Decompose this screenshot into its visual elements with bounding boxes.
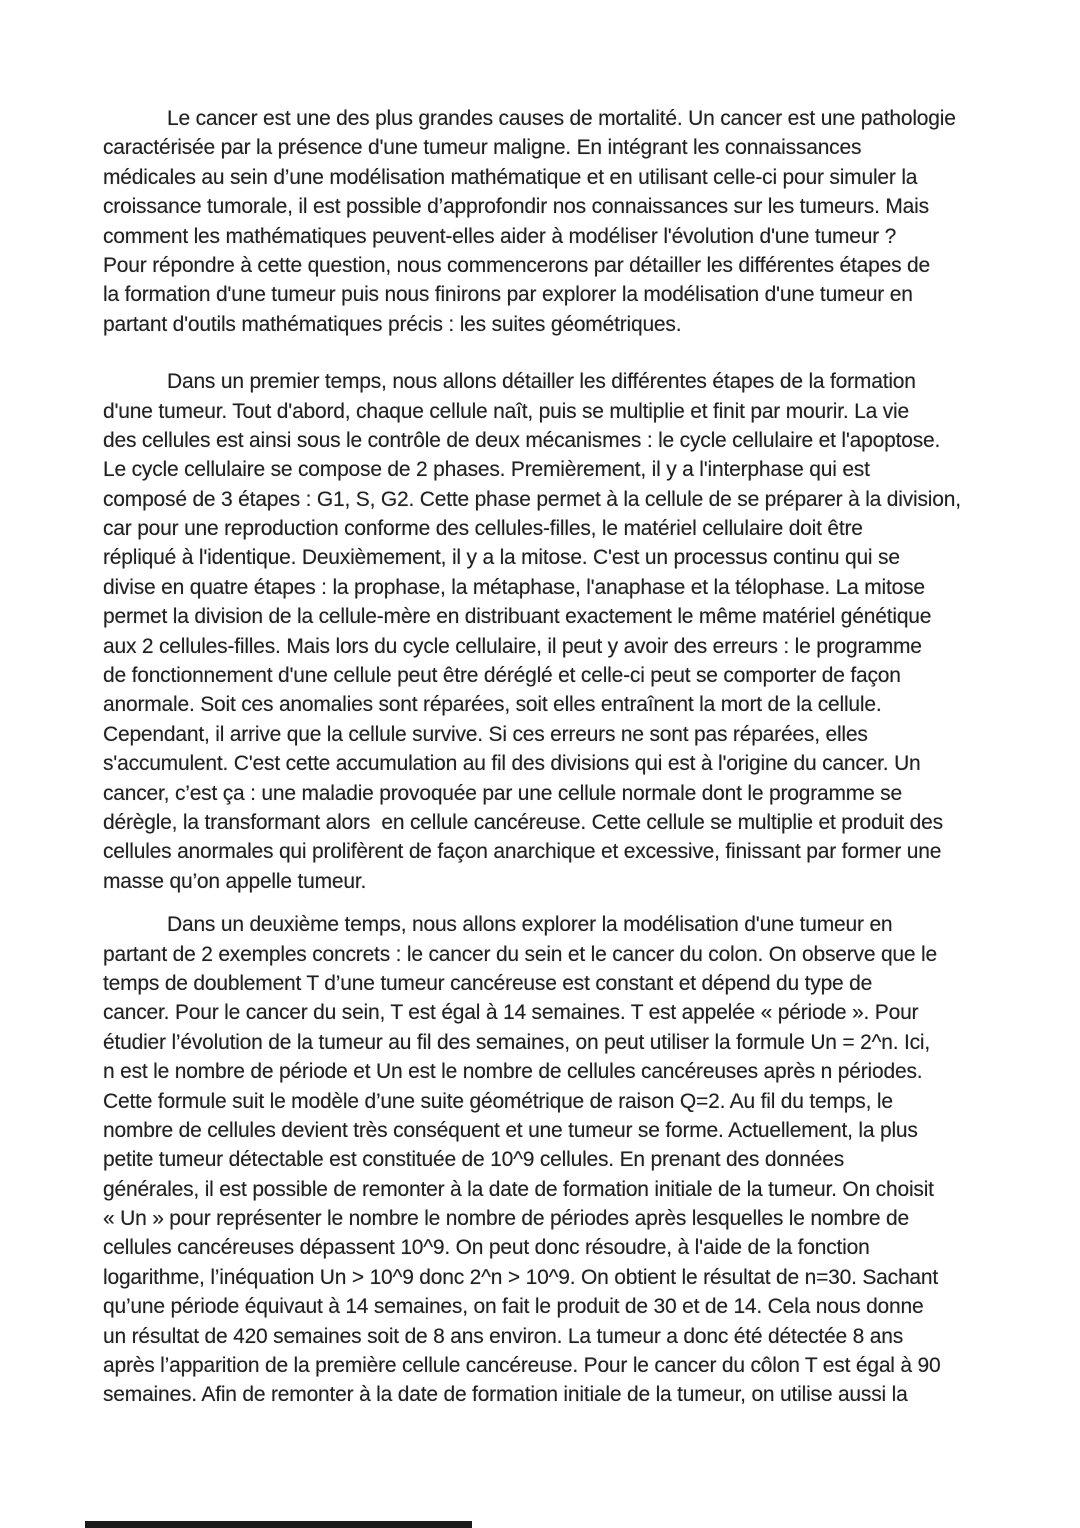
text-line: partant d'outils mathématiques précis : les suites géométriques. <box>103 312 682 336</box>
text-line: car pour une reproduction conforme des cellules-filles, le matériel cellulaire doit être <box>103 517 863 541</box>
paragraph <box>103 367 1008 896</box>
text-line: répliqué à l'identique. Deuxièmement, il y a la mitose. C'est un processus continu qui se <box>103 546 900 570</box>
text-line: divise en quatre étapes : la prophase, la métaphase, l'anaphase et la télophase. La mitose <box>103 575 925 599</box>
text-line: semaines. Afin de remonter à la date de formation initiale de la tumeur, on utilise aussi la <box>103 1383 908 1407</box>
text-line: nombre de cellules devient très conséquent et une tumeur se forme. Actuellement, la plus <box>103 1118 918 1142</box>
text-line: la formation d'une tumeur puis nous finirons par explorer la modélisation d'une tumeur en <box>103 283 913 307</box>
text-line: cancer, c’est ça : une maladie provoquée par une cellule normale dont le programme se <box>103 781 902 805</box>
text-line: étudier l’évolution de la tumeur au fil des semaines, on peut utiliser la formule Un = 2^n. Ici, <box>103 1030 931 1054</box>
text-line: de fonctionnement d'une cellule peut être déréglé et celle-ci peut se comporter de façon <box>103 664 901 688</box>
text-line: partant de 2 exemples concrets : le cancer du sein et le cancer du colon. On observe que le <box>103 942 937 966</box>
clipped-text-line-artifact <box>85 1521 472 1528</box>
text-line: dérègle, la transformant alors en cellule cancéreuse. Cette cellule se multiplie et produit des <box>103 810 943 834</box>
text-line: cancer. Pour le cancer du sein, T est égal à 14 semaines. T est appelée « période ». Pour <box>103 1001 919 1025</box>
text-line: caractérisée par la présence d'une tumeur maligne. En intégrant les connaissances <box>103 136 862 160</box>
text-line: anormale. Soit ces anomalies sont réparées, soit elles entraînent la mort de la cellule. <box>103 693 882 717</box>
text-line: Dans un deuxième temps, nous allons explorer la modélisation d'une tumeur en <box>167 913 893 937</box>
text-line: Le cycle cellulaire se compose de 2 phases. Premièrement, il y a l'interphase qui est <box>103 458 870 482</box>
text-line: générales, il est possible de remonter à la date de formation initiale de la tumeur. On choisit <box>103 1177 934 1201</box>
text-line: Pour répondre à cette question, nous commencerons par détailler les différentes étapes de <box>103 253 930 277</box>
text-line: s'accumulent. C'est cette accumulation au fil des divisions qui est à l'origine du cancer. Un <box>103 752 921 776</box>
text-line: petite tumeur détectable est constituée de 10^9 cellules. En prenant des données <box>103 1148 845 1172</box>
text-line: « Un » pour représenter le nombre le nombre de périodes après lesquelles le nombre de <box>103 1207 909 1231</box>
document-body <box>103 104 1008 1410</box>
text-line: un résultat de 420 semaines soit de 8 ans environ. La tumeur a donc été détectée 8 ans <box>103 1324 903 1348</box>
text-line: des cellules est ainsi sous le contrôle de deux mécanismes : le cycle cellulaire et l'apoptose. <box>103 428 941 452</box>
text-line: permet la division de la cellule-mère en distribuant exactement le même matériel génétique <box>103 605 932 629</box>
text-line: croissance tumorale, il est possible d’approfondir nos connaissances sur les tumeurs. Mais <box>103 195 929 219</box>
text-line: masse qu’on appelle tumeur. <box>103 869 367 893</box>
text-line: comment les mathématiques peuvent-elles aider à modéliser l'évolution d'une tumeur ? <box>103 224 897 248</box>
text-line: médicales au sein d’une modélisation mathématique et en utilisant celle-ci pour simuler la <box>103 165 918 189</box>
text-line: après l’apparition de la première cellule cancéreuse. Pour le cancer du côlon T est égal à 90 <box>103 1354 941 1378</box>
paragraph <box>103 910 1008 1410</box>
text-line: cellules cancéreuses dépassent 10^9. On peut donc résoudre, à l'aide de la fonction <box>103 1236 870 1260</box>
text-line: qu’une période équivaut à 14 semaines, on fait le produit de 30 et de 14. Cela nous donne <box>103 1295 924 1319</box>
text-line: Le cancer est une des plus grandes causes de mortalité. Un cancer est une pathologie <box>167 107 956 130</box>
text-line: aux 2 cellules-filles. Mais lors du cycle cellulaire, il peut y avoir des erreurs : le programme <box>103 634 922 658</box>
text-line: composé de 3 étapes : G1, S, G2. Cette phase permet à la cellule de se préparer à la division, <box>103 487 961 511</box>
text-line: logarithme, l’inéquation Un > 10^9 donc 2^n > 10^9. On obtient le résultat de n=30. Sachant <box>103 1265 939 1289</box>
text-line: temps de doublement T d’une tumeur cancéreuse est constant et dépend du type de <box>103 971 873 995</box>
text-line: Dans un premier temps, nous allons détailler les différentes étapes de la formation <box>167 370 916 394</box>
paragraph <box>103 104 1008 339</box>
text-line: cellules anormales qui prolifèrent de façon anarchique et excessive, finissant par former une <box>103 840 942 864</box>
text-line: d'une tumeur. Tout d'abord, chaque cellule naît, puis se multiplie et finit par mourir. La vie <box>103 399 909 423</box>
text-line: Cependant, il arrive que la cellule survive. Si ces erreurs ne sont pas réparées, elles <box>103 722 868 746</box>
text-line: Cette formule suit le modèle d’une suite géométrique de raison Q=2. Au fil du temps, le <box>103 1089 893 1113</box>
text-line: n est le nombre de période et Un est le nombre de cellules cancéreuses après n périodes. <box>103 1060 923 1084</box>
